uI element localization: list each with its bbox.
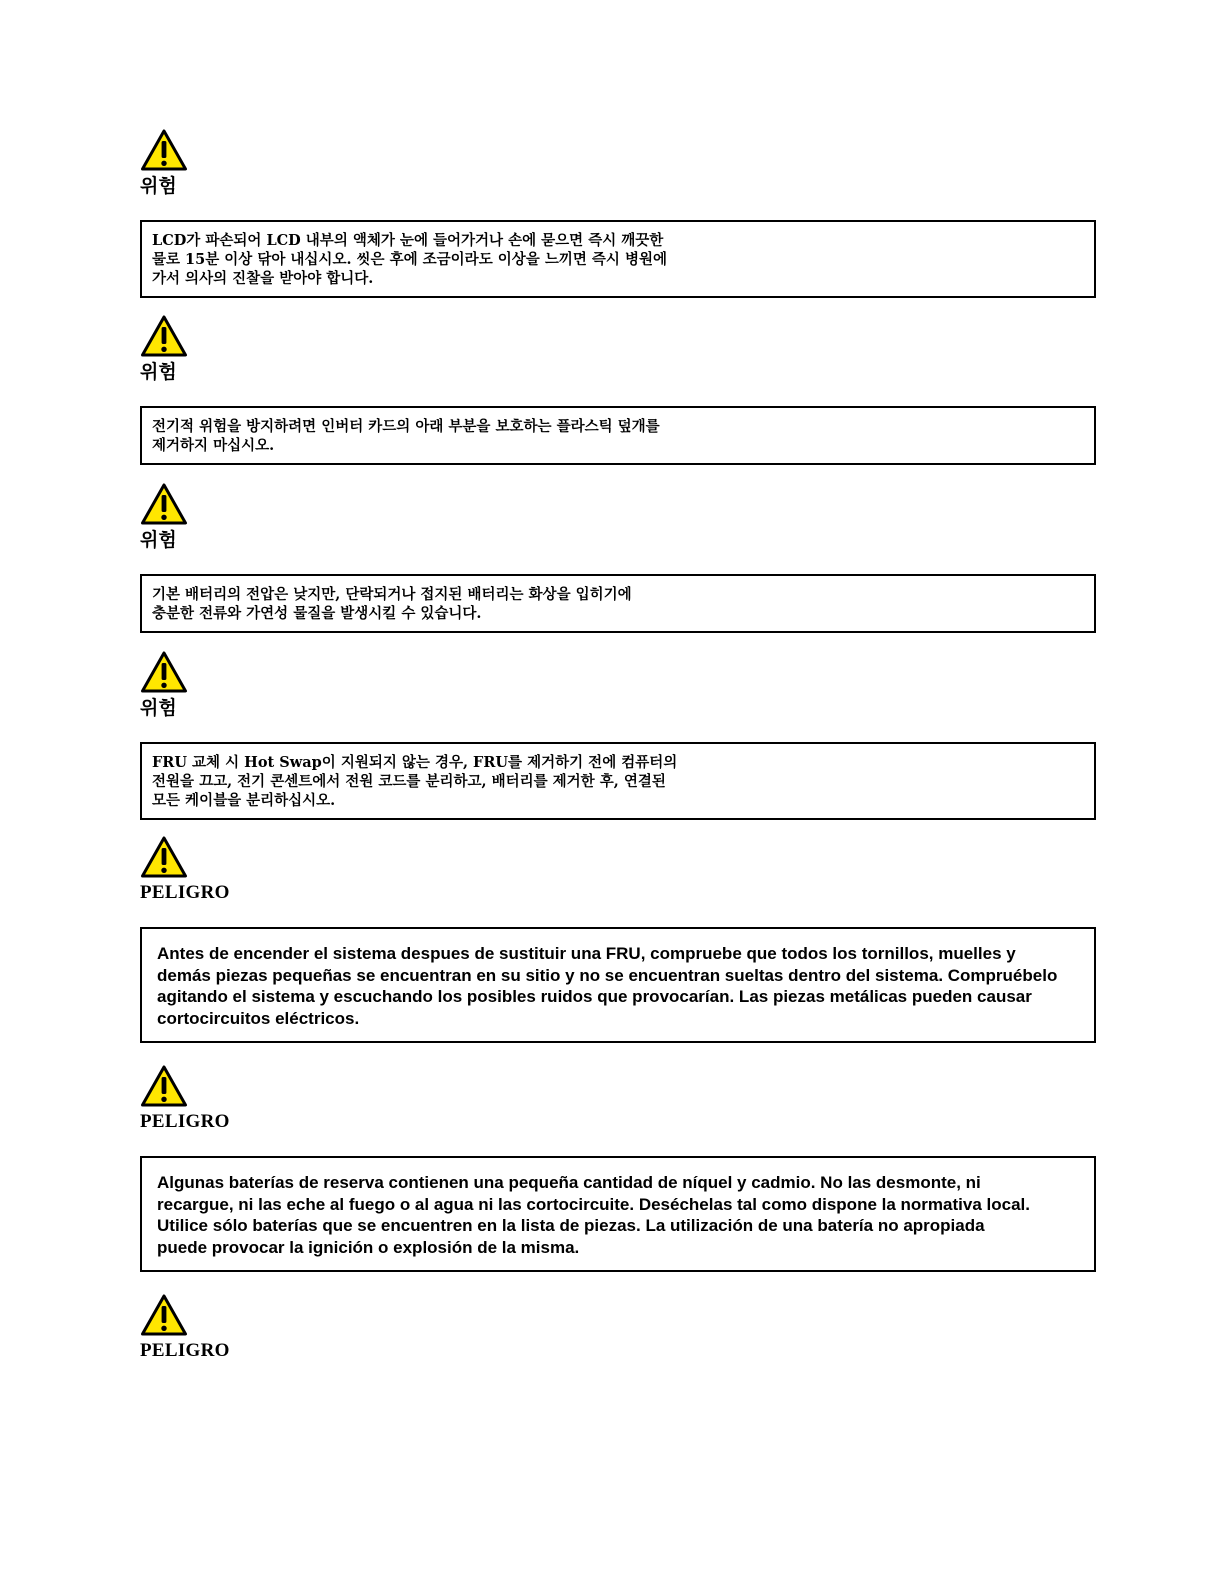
- warning-triangle-icon: [140, 314, 188, 358]
- peligro-text: Algunas baterías de reserva contienen una pequeña cantidad de níquel y cadmio. No las desmonte, ni recargue, ni las eche al fuego o al agua ni las cortocircuite. Deséchelas tal como dispone la normativa local. Utilice sólo baterías que se encuentren en la lista de piezas. La utilización de una batería no apropiada puede provocar la ignición o explosión de la misma.: [157, 1173, 1030, 1257]
- warning-triangle-icon: [140, 650, 188, 694]
- danger-text: LCD가 파손되어 LCD 내부의 액체가 눈에 들어가거나 손에 묻으면 즉시 깨끗한 물로 15분 이상 닦아 내십시오. 씻은 후에 조금이라도 이상을 느끼면 즉시 병원에 가서 의사의 진찰을 받아야 합니다.: [152, 232, 667, 287]
- danger-text-box: [140, 574, 1096, 633]
- danger-text: 전기적 위험을 방지하려면 인버터 카드의 아래 부분을 보호하는 플라스틱 덮개를 제거하지 마십시오.: [152, 418, 660, 454]
- danger-text: 기본 배터리의 전압은 낮지만, 단락되거나 접지된 배터리는 화상을 입히기에 충분한 전류와 가연성 물질을 발생시킬 수 있습니다.: [152, 586, 632, 622]
- danger-text-box: [140, 742, 1096, 820]
- peligro-notice-1: [140, 835, 1096, 1028]
- danger-notice-3: [140, 482, 1096, 622]
- danger-notice-4: [140, 650, 1096, 809]
- peligro-text: Antes de encender el sistema despues de sustituir una FRU, compruebe que todos los tornillos, muelles y demás piezas pequeñas se encuentran en su sitio y no se encuentran sueltas dentro del sistema. Compruébelo agitando el sistema y escuchando los posibles ruidos que provocarían. Las piezas metálicas pueden causar cortocircuitos eléctricos.: [157, 944, 1058, 1028]
- warning-triangle-icon: [140, 128, 188, 172]
- peligro-notice-2: [140, 1064, 1096, 1257]
- danger-heading: 위험: [140, 697, 177, 719]
- danger-notice-1: [140, 128, 1096, 287]
- danger-text-box: [140, 406, 1096, 465]
- peligro-text-box: [140, 927, 1096, 1043]
- warning-triangle-icon: [140, 482, 188, 526]
- warning-triangle-icon: [140, 835, 188, 879]
- peligro-text-box: [140, 1156, 1096, 1272]
- danger-text: FRU 교체 시 Hot Swap이 지원되지 않는 경우, FRU를 제거하기 전에 컴퓨터의 전원을 끄고, 전기 콘센트에서 전원 코드를 분리하고, 배터리를 제거한 후, 연결된 모든 케이블을 분리하십시오.: [152, 754, 678, 809]
- danger-text-box: [140, 220, 1096, 298]
- peligro-heading: PELIGRO: [140, 882, 230, 903]
- danger-heading: 위험: [140, 175, 177, 197]
- danger-heading: 위험: [140, 529, 177, 551]
- danger-heading: 위험: [140, 361, 177, 383]
- peligro-heading: PELIGRO: [140, 1340, 230, 1361]
- peligro-notice-3: [140, 1293, 1096, 1363]
- peligro-heading: PELIGRO: [140, 1111, 230, 1132]
- danger-notice-2: [140, 314, 1096, 454]
- warning-triangle-icon: [140, 1293, 188, 1337]
- warning-triangle-icon: [140, 1064, 188, 1108]
